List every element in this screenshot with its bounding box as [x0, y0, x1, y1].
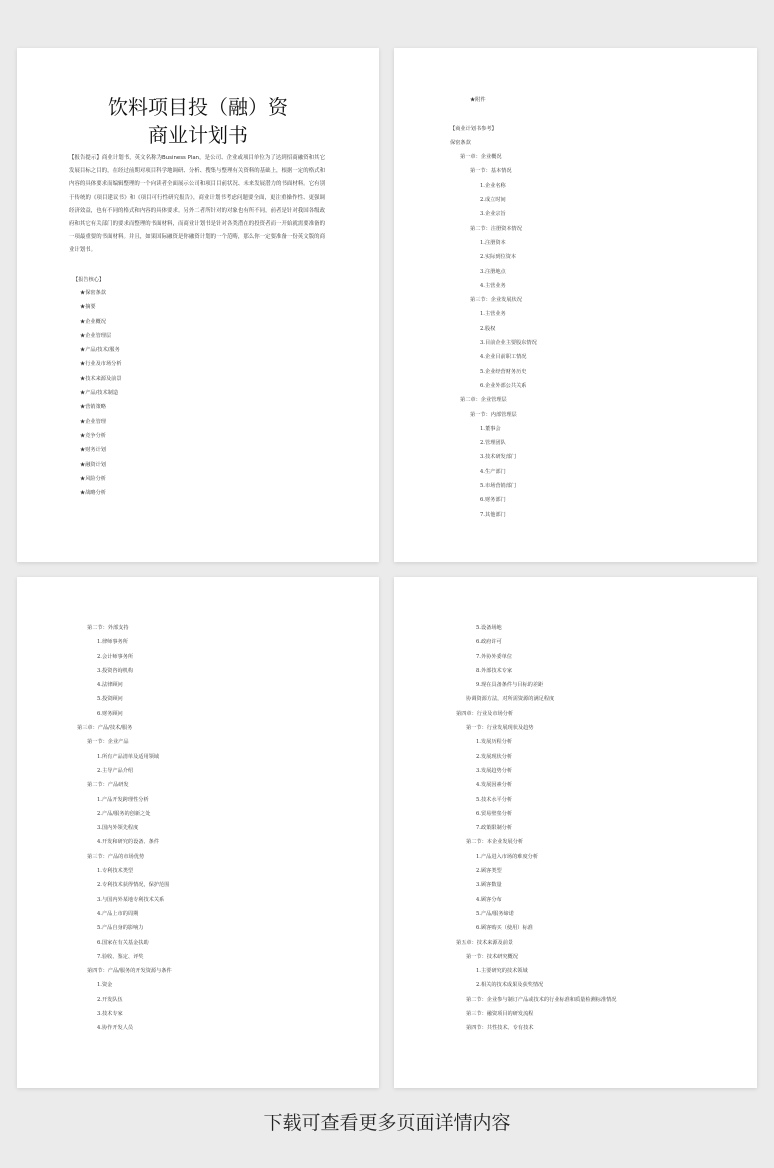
outline-item: 7.其他部门 [480, 511, 506, 518]
outline-item: 1.主营业务 [480, 311, 506, 318]
outline-item: ★风险分析 [80, 475, 106, 482]
document-page-1 [17, 48, 379, 562]
outline-list-page-4 [456, 621, 616, 1036]
outline-item: 4.协作开发人员 [97, 1025, 134, 1032]
outline-item: 3.投资咨询机构 [97, 667, 134, 674]
outline-item: 3.目前企业主要股东情况 [480, 340, 537, 347]
outline-item: 第二节：企业参与制订产品或技术的行业标准和质量检测标准情况 [466, 996, 617, 1003]
outline-item: 【商业计划书参考】 [450, 125, 497, 132]
outline-item: 2.实际到位资本 [480, 254, 517, 261]
outline-item: 第三章：产品/技术/服务 [77, 725, 133, 732]
outline-item: ★竞争分析 [80, 432, 106, 439]
outline-item: 6.顾客购买（使用）标准 [476, 925, 533, 932]
outline-item: 7.验收、鉴定、评奖 [97, 953, 144, 960]
outline-item: 第一节：企业产品 [87, 739, 129, 746]
outline-item: ★企业概况 [80, 318, 106, 325]
outline-item: 6.贸易壁垒分析 [476, 810, 513, 817]
outline-item: 4.产品上市的周期 [97, 910, 139, 917]
outline-item: 第四节：共性技术、专有技术 [466, 1025, 534, 1032]
outline-item: ★企业管理层 [80, 332, 112, 339]
report-intro-paragraph [69, 152, 325, 258]
outline-item: 第二节：注册资本情况 [470, 225, 522, 232]
outline-item: 第三节：产品的市场优势 [87, 853, 145, 860]
outline-item: 第二节：外部支持 [87, 625, 129, 631]
outline-item: 协调资源方法，对所需资源的满足程度 [466, 696, 555, 703]
document-title-line1: 饮料项目投（融）资 [108, 95, 288, 119]
outline-item: 7.外协外委单位 [476, 653, 513, 660]
intro-text-part1: 【报告提示】商业计划书，英文名称为 [69, 155, 163, 161]
outline-item: 2.管理团队 [480, 440, 506, 447]
outline-item: 第一节：行业发展现状及趋势 [466, 725, 534, 732]
outline-item: ★附件 [470, 97, 486, 103]
outline-item: 4.主营业务 [480, 282, 506, 289]
outline-item: 第三节：企业发展状况 [470, 297, 522, 304]
outline-item: 第一章：企业概况 [460, 154, 502, 161]
outline-item: 第四节：产品/服务的开发资源与条件 [87, 968, 172, 975]
outline-item: 5.市场营销部门 [480, 483, 517, 490]
outline-item: 1.律师事务所 [97, 639, 128, 646]
outline-item: 1.资金 [97, 982, 113, 989]
outline-item: 3.注册地点 [480, 268, 506, 275]
outline-item: 2.产品/服务的创新之处 [97, 810, 151, 817]
download-more-caption: 下载可查看更多页面详情内容 [263, 1112, 511, 1134]
outline-item: 1.所有产品清单及适用领域 [97, 753, 160, 760]
outline-item: 4.发展因素分析 [476, 782, 513, 789]
outline-item: 3.技术专家 [97, 1011, 123, 1018]
outline-item: 2.开发队伍 [97, 996, 123, 1003]
outline-item [450, 107, 537, 121]
outline-item: 第一节：基本情况 [470, 168, 512, 175]
outline-item: 2.主导产品介绍 [97, 767, 134, 774]
outline-item: 6.财务顾问 [97, 710, 123, 717]
outline-item: 4.生产部门 [480, 468, 506, 475]
outline-item: 第五章：技术来源及前景 [456, 939, 514, 946]
outline-item: 第二章：企业管理层 [460, 397, 507, 404]
outline-item: ★企业管理 [80, 418, 106, 425]
outline-item: 1.注册资本 [480, 239, 506, 246]
outline-item: 6.财务部门 [480, 497, 506, 504]
outline-item: 4.企业目前职工情况 [480, 354, 527, 361]
outline-item: 3.顾客数量 [476, 882, 502, 889]
outline-item: 第四章：行业及市场分析 [456, 710, 514, 717]
outline-item: 4.法律顾问 [97, 682, 123, 689]
outline-item: 1.董事会 [480, 425, 501, 432]
outline-item: 2.股权 [480, 325, 496, 332]
outline-item: 第二节：产品研发 [87, 782, 129, 789]
intro-english-term: Business Plan [162, 155, 200, 161]
outline-item: 第一节：内部管理层 [470, 411, 517, 418]
outline-item: ★保密条款 [80, 290, 106, 296]
outline-item: 3.国内外领先程度 [97, 825, 139, 832]
outline-item: 第一节：技术研究概况 [466, 953, 518, 960]
document-title-line2: 商业计划书 [148, 123, 248, 147]
outline-item: 4.开发和研究的设备、条件 [97, 839, 160, 846]
outline-item: 5.投资顾问 [97, 696, 123, 703]
document-page-4 [394, 577, 757, 1088]
outline-item: 第二节：本企业发展分析 [466, 839, 524, 846]
outline-item: 5.产品自身的影响力 [97, 925, 144, 932]
outline-item: ★技术来源及前景 [80, 375, 122, 382]
outline-item: ★营销策略 [80, 404, 106, 411]
outline-item: 4.顾客分布 [476, 896, 502, 903]
outline-item: ★产品/技术/服务 [80, 347, 120, 354]
outline-item: 5.企业经营财务历史 [480, 368, 527, 375]
outline-item: ★产品/技术制造 [80, 390, 119, 397]
outline-item: 5.产品/服务缔诺 [476, 910, 514, 917]
outline-item: ★财务计划 [80, 447, 106, 454]
outline-item: ★摘要 [80, 304, 96, 311]
outline-item: 5.技术水平分析 [476, 796, 513, 803]
outline-list-page-2 [450, 93, 537, 522]
outline-item: 3.企业宗旨 [480, 211, 506, 218]
outline-item: 5.设备场地 [476, 625, 502, 631]
outline-item: 2.相关的技术成果及获奖情况 [476, 982, 544, 989]
outline-item: 8.外部技术专家 [476, 667, 513, 674]
outline-item: 第三节：融资项目的研发流程 [466, 1011, 534, 1018]
outline-item: ★战略分析 [80, 490, 106, 497]
outline-item: 2.顾客类型 [476, 868, 502, 875]
outline-list-page-3 [77, 621, 172, 1036]
report-core-list [80, 286, 122, 500]
outline-item: 2.专利技术获得情况，保护范围 [97, 882, 170, 889]
outline-item: 1.专利技术类型 [97, 868, 134, 875]
outline-item: 1.主要研究的技术领域 [476, 968, 528, 975]
outline-item: 1.企业名称 [480, 182, 506, 189]
outline-item: 1.产品开发跨理性分析 [97, 796, 149, 803]
outline-item: 2.发展现状分析 [476, 753, 513, 760]
outline-item: 保密条款 [450, 139, 471, 146]
outline-item: 6.国家在有关基金扶助 [97, 939, 149, 946]
intro-text-part2: ，是公司、企业或项目单位为了达到招商融资和其它发展目标之目的，在经过前期对项目科学地调研、分析、搜集与整理有关资料的基础上，根据一定的格式和内容的具体要求而编辑整理的一个向读者全面展示公司和项目目前状况、未来发展潜力的书面材料。它有别于传统的《项目建议书》和《项目可行性研究报告》，商业计划书考虑问题要全面，更注重操作性、更强调经济效益，也有不同的格式和内容的具体要求。另外二者所针对的对象也有所不同，前者是针对我国各级政府和其它有关部门的要求而整理的书面材料，而商业计划书是针对各类潜在的投资者而一开始就需要准备的一项最重要的书面材料。并且，如果国际融资是你融资计划的一个范畴，那么你一定要准备一份英文版的商业计划书。 [69, 155, 325, 254]
outline-item: 3.发展趋势分析 [476, 767, 513, 774]
outline-item: 1.产品进入市场的难度分析 [476, 853, 539, 860]
outline-item: ★融资计划 [80, 461, 106, 468]
outline-item: 6.企业外部公共关系 [480, 382, 527, 389]
outline-item: 1.发展历程分析 [476, 739, 513, 746]
outline-item: ★行业及市场分析 [80, 361, 122, 368]
outline-item: 3.与国内外某地专利技术关系 [97, 896, 165, 903]
outline-item: 7.政策限制分析 [476, 825, 513, 832]
document-page-3 [17, 577, 379, 1088]
outline-item: 9.现在具备条件与目标的差距 [476, 682, 544, 689]
report-core-heading: 【报告核心】 [73, 277, 105, 283]
outline-item: 2.成立时间 [480, 197, 506, 204]
outline-item: 3.技术研发部门 [480, 454, 517, 461]
outline-item: 2.会计师事务所 [97, 653, 134, 660]
document-page-2 [394, 48, 757, 562]
outline-item: 6.政府许可 [476, 639, 502, 646]
